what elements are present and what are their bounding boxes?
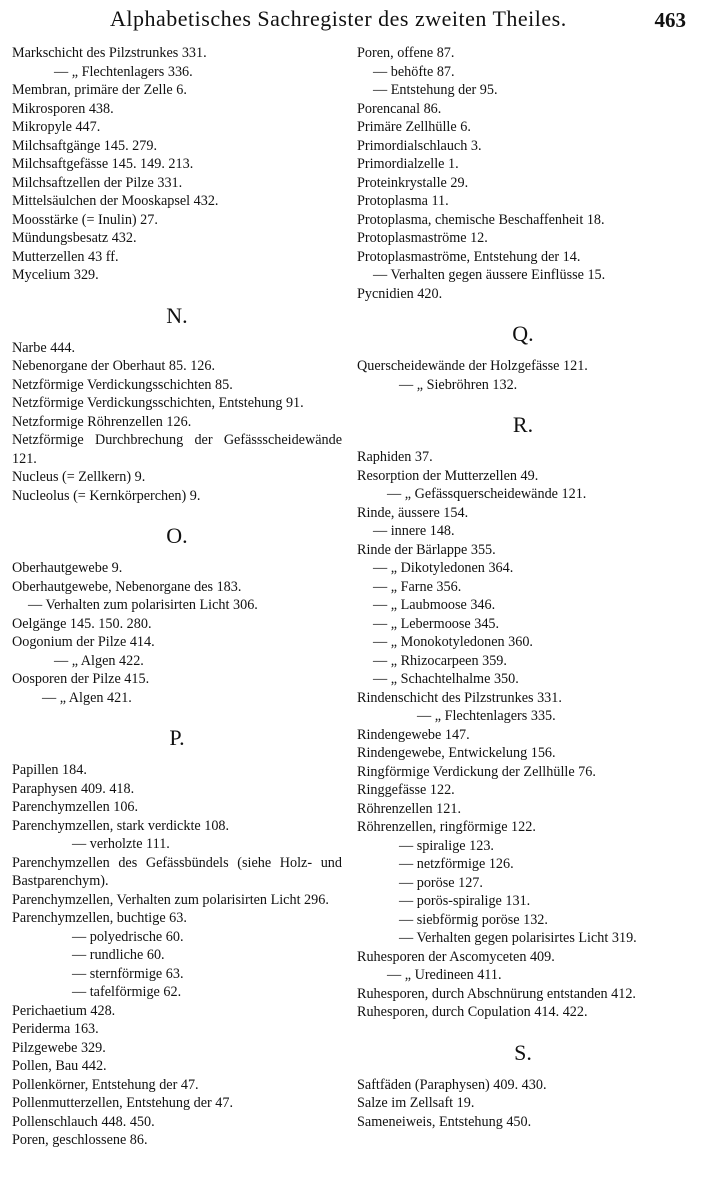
- index-entry: Pilzgewebe 329.: [12, 1039, 106, 1056]
- index-entry: Protoplasmaströme 12.: [357, 230, 488, 246]
- index-entry: — „ Schachtelhalme 350.: [373, 671, 519, 687]
- section-m-entries: [12, 44, 342, 285]
- index-entry: Mittelsäulchen der Mooskapsel 432.: [12, 193, 219, 209]
- index-entry: Rindengewebe, Entwickelung 156.: [357, 745, 556, 761]
- index-entry: Narbe 444.: [12, 339, 76, 356]
- index-entry: Mutterzellen 43 ff.: [12, 248, 119, 265]
- index-entry: Pollenmutterzellen, Entstehung der 47.: [12, 1095, 234, 1111]
- index-entry: Oogonium der Pilze 414.: [12, 634, 155, 650]
- right-column: [357, 44, 689, 1131]
- index-entry: Röhrenzellen 121.: [357, 800, 462, 817]
- section-letter-n: N.: [166, 302, 188, 328]
- index-entry: Sameneiweis, Entstehung 450.: [357, 1113, 532, 1130]
- left-column: [12, 44, 342, 1150]
- section-o-entries: [12, 559, 342, 707]
- section-s-entries: [357, 1076, 689, 1132]
- index-entry: Mikropyle 447.: [12, 119, 101, 135]
- index-entry: Röhrenzellen, ringförmige 122.: [357, 819, 536, 835]
- index-entry: Proteinkrystalle 29.: [357, 174, 469, 191]
- index-entry: Rinde der Bärlappe 355.: [357, 541, 496, 558]
- index-entry: — poröse 127.: [399, 874, 483, 891]
- index-entry: Ringförmige Verdickung der Zellhülle 76.: [357, 763, 596, 780]
- index-entry: — porös-spiralige 131.: [399, 893, 531, 909]
- index-entry: Protoplasma, chemische Beschaffenheit 18.: [357, 211, 605, 228]
- index-entry: — „ Farne 356.: [373, 578, 462, 595]
- index-entry: Ringgefässe 122.: [357, 782, 455, 798]
- index-entry: Querscheidewände der Holzgefässe 121.: [357, 358, 588, 374]
- index-entry: Pollenschlauch 448. 450.: [12, 1113, 155, 1130]
- page-number: 463: [654, 8, 686, 32]
- index-entry: Paraphysen 409. 418.: [12, 780, 135, 797]
- index-entry: Nebenorgane der Oberhaut 85. 126.: [12, 358, 216, 374]
- index-entry: Raphiden 37.: [357, 449, 433, 465]
- index-entry: — behöfte 87.: [373, 63, 455, 80]
- index-entry: Pycnidien 420.: [357, 285, 443, 302]
- index-entry: Pollenkörner, Entstehung der 47.: [12, 1076, 199, 1093]
- index-entry: Markschicht des Pilzstrunkes 331.: [12, 45, 207, 61]
- index-entry: — Verhalten gegen äussere Einflüsse 15.: [373, 267, 606, 283]
- index-entry: Nucleus (= Zellkern) 9.: [12, 469, 146, 485]
- index-entry: Parenchymzellen, buchtige 63.: [12, 910, 187, 926]
- index-entry: — tafelförmige 62.: [72, 984, 182, 1000]
- index-entry: Protoplasma 11.: [357, 193, 449, 209]
- index-entry: Ruhesporen, durch Copulation 414. 422.: [357, 1004, 588, 1020]
- section-q-entries: [357, 357, 689, 394]
- index-entry: Netzformige Röhrenzellen 126.: [12, 413, 192, 430]
- index-entry: Parenchymzellen, stark verdickte 108.: [12, 817, 230, 834]
- index-entry: Resorption der Mutterzellen 49.: [357, 467, 539, 484]
- index-entry: — rundliche 60.: [72, 947, 165, 963]
- index-entry: — „ Siebröhren 132.: [399, 376, 518, 393]
- index-entry: Membran, primäre der Zelle 6.: [12, 82, 187, 98]
- index-entry: Primordialzelle 1.: [357, 156, 459, 172]
- section-letter-p: P.: [169, 725, 185, 750]
- index-entry: — spiralige 123.: [399, 837, 494, 854]
- index-entry: — Verhalten gegen polarisirtes Licht 319.: [399, 930, 637, 946]
- index-entry: Poren, offene 87.: [357, 45, 455, 61]
- index-entry: Oosporen der Pilze 415.: [12, 671, 150, 687]
- index-entry: Parenchymzellen, Verhalten zum polarisirten Licht 296.: [12, 891, 329, 908]
- index-entry: — innere 148.: [373, 523, 455, 539]
- page-header: [0, 6, 704, 38]
- index-entry: Milchsaftgefässe 145. 149. 213.: [12, 156, 194, 172]
- index-entry: Netzförmige Verdickungsschichten 85.: [12, 376, 233, 393]
- index-entry: — „ Algen 422.: [54, 652, 144, 669]
- index-entry: Oberhautgewebe 9.: [12, 560, 123, 576]
- index-entry: — „ Laubmoose 346.: [373, 597, 496, 613]
- index-entry: — Entstehung der 95.: [373, 82, 498, 98]
- index-entry: Parenchymzellen des Gefässbündels (siehe Holz- und Bastparenchym).: [12, 854, 342, 889]
- index-entry: Ruhesporen der Ascomyceten 409.: [357, 948, 555, 965]
- index-entry: — „ Algen 421.: [42, 689, 132, 706]
- section-letter-o: O.: [166, 523, 188, 548]
- index-entry: Mündungsbesatz 432.: [12, 230, 137, 246]
- page-title: Alphabetisches Sachregister des zweiten Theiles.: [110, 6, 567, 31]
- index-entry: — polyedrische 60.: [72, 928, 184, 945]
- index-entry: — „ Dikotyledonen 364.: [373, 560, 514, 576]
- index-entry: Rindenschicht des Pilzstrunkes 331.: [357, 689, 562, 706]
- section-p-continued-entries: [357, 44, 689, 303]
- index-entry: — „ Rhizocarpeen 359.: [373, 652, 507, 669]
- index-entry: Nucleolus (= Kernkörperchen) 9.: [12, 487, 201, 504]
- index-entry: Porencanal 86.: [357, 100, 442, 117]
- index-entry: — sternförmige 63.: [72, 965, 184, 982]
- index-entry: Rindengewebe 147.: [357, 726, 470, 743]
- index-entry: Oelgänge 145. 150. 280.: [12, 615, 152, 632]
- index-entry: Saftfäden (Paraphysen) 409. 430.: [357, 1076, 547, 1093]
- index-entry: — siebförmig poröse 132.: [399, 911, 548, 928]
- index-entry: Perichaetium 428.: [12, 1002, 116, 1019]
- index-entry: Oberhautgewebe, Nebenorgane des 183.: [12, 578, 242, 595]
- index-entry: Moosstärke (= Inulin) 27.: [12, 211, 158, 228]
- index-entry: — „ Lebermoose 345.: [373, 615, 500, 632]
- index-entry: Parenchymzellen 106.: [12, 799, 139, 815]
- index-entry: — verholzte 111.: [72, 836, 170, 852]
- index-entry: — „ Monokotyledonen 360.: [373, 634, 533, 650]
- index-entry: — „ Flechtenlagers 335.: [417, 708, 556, 724]
- section-n-entries: [12, 339, 342, 506]
- index-entry: Netzförmige Verdickungsschichten, Entstehung 91.: [12, 395, 304, 411]
- index-entry: Milchsaftgänge 145. 279.: [12, 137, 157, 154]
- index-entry: — „ Flechtenlagers 336.: [54, 63, 193, 80]
- index-entry: Primäre Zellhülle 6.: [357, 119, 471, 135]
- index-entry: Periderma 163.: [12, 1021, 99, 1037]
- index-entry: Poren, geschlossene 86.: [12, 1132, 148, 1148]
- index-entry: Netzförmige Durchbrechung der Gefässscheidewände 121.: [12, 432, 342, 467]
- section-letter-s: S.: [514, 1039, 532, 1065]
- index-entry: Primordialschlauch 3.: [357, 137, 482, 154]
- index-entry: Papillen 184.: [12, 762, 87, 778]
- section-p-entries: [12, 761, 342, 1150]
- section-letter-q: Q.: [512, 321, 534, 346]
- index-entry: — „ Uredineen 411.: [387, 967, 502, 983]
- index-entry: Salze im Zellsaft 19.: [357, 1095, 475, 1111]
- index-entry: Mycelium 329.: [12, 267, 99, 283]
- index-entry: — netzförmige 126.: [399, 856, 514, 872]
- index-entry: Pollen, Bau 442.: [12, 1058, 107, 1074]
- section-r-entries: [357, 448, 689, 1022]
- section-letter-r: R.: [512, 412, 534, 437]
- index-entry: — „ Gefässquerscheidewände 121.: [387, 486, 587, 502]
- index-entry: Ruhesporen, durch Abschnürung entstanden 412.: [357, 985, 636, 1002]
- index-entry: — Verhalten zum polarisirten Licht 306.: [28, 597, 258, 613]
- index-entry: Protoplasmaströme, Entstehung der 14.: [357, 248, 581, 265]
- index-entry: Mikrosporen 438.: [12, 100, 114, 117]
- index-entry: Rinde, äussere 154.: [357, 504, 469, 521]
- index-entry: Milchsaftzellen der Pilze 331.: [12, 174, 183, 191]
